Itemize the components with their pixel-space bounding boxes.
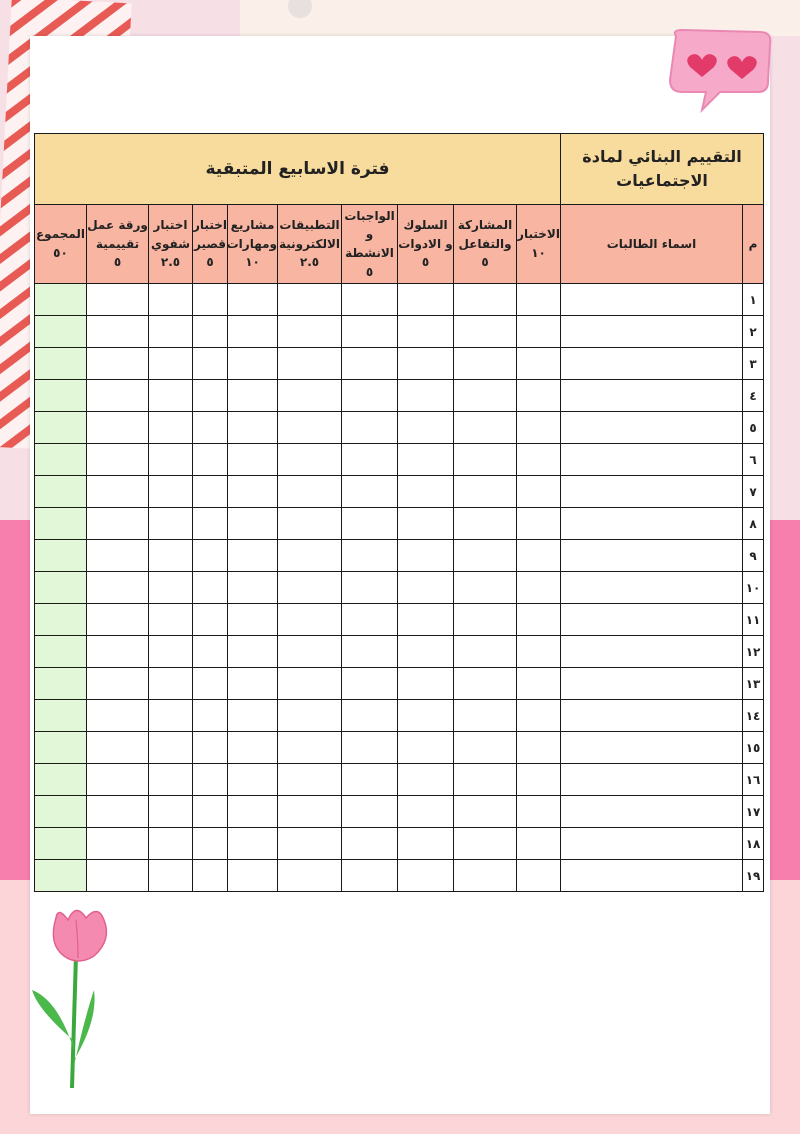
grade-cell-participation[interactable] bbox=[454, 604, 517, 636]
grade-cell-projects[interactable] bbox=[228, 764, 278, 796]
grade-cell-exam[interactable] bbox=[517, 348, 561, 380]
grade-cell-exam[interactable] bbox=[517, 732, 561, 764]
row-number: ١٣ bbox=[743, 668, 764, 700]
grade-cell-short_quiz[interactable] bbox=[193, 700, 228, 732]
grade-cell-oral[interactable] bbox=[149, 572, 193, 604]
table-row bbox=[35, 572, 764, 604]
row-number: ٥ bbox=[743, 412, 764, 444]
col-header-oral: اختبار شفوي ٢.٥ bbox=[149, 205, 193, 284]
row-number: ٩ bbox=[743, 540, 764, 572]
pink-heart-speech-bubble-icon bbox=[662, 26, 782, 116]
grade-cell-homework[interactable] bbox=[342, 572, 398, 604]
grade-cell-names[interactable] bbox=[561, 540, 743, 572]
grade-cell-homework[interactable] bbox=[342, 700, 398, 732]
grade-cell-worksheet[interactable] bbox=[87, 284, 149, 316]
row-number: ١ bbox=[743, 284, 764, 316]
grade-cell-homework[interactable] bbox=[342, 380, 398, 412]
grade-cell-behavior[interactable] bbox=[398, 412, 454, 444]
row-number: ٣ bbox=[743, 348, 764, 380]
grade-cell-exam[interactable] bbox=[517, 828, 561, 860]
grade-cell-homework[interactable] bbox=[342, 348, 398, 380]
grade-cell-exam[interactable] bbox=[517, 796, 561, 828]
grade-cell-eapps[interactable] bbox=[278, 796, 342, 828]
grade-cell-short_quiz[interactable] bbox=[193, 604, 228, 636]
grade-cell-participation[interactable] bbox=[454, 476, 517, 508]
col-header-short-quiz: اختبار قصير ٥ bbox=[193, 205, 228, 284]
grade-cell-total[interactable] bbox=[35, 604, 87, 636]
grade-cell-names[interactable] bbox=[561, 828, 743, 860]
grade-cell-participation[interactable] bbox=[454, 284, 517, 316]
grade-cell-worksheet[interactable] bbox=[87, 444, 149, 476]
row-number: ٧ bbox=[743, 476, 764, 508]
grade-cell-homework[interactable] bbox=[342, 796, 398, 828]
max-score: ٢.٥ bbox=[299, 255, 320, 270]
grade-cell-projects[interactable] bbox=[228, 572, 278, 604]
grade-cell-projects[interactable] bbox=[228, 284, 278, 316]
grade-cell-projects[interactable] bbox=[228, 796, 278, 828]
grade-cell-homework[interactable] bbox=[342, 732, 398, 764]
grade-cell-oral[interactable] bbox=[149, 316, 193, 348]
grade-cell-oral[interactable] bbox=[149, 476, 193, 508]
grade-cell-total[interactable] bbox=[35, 476, 87, 508]
grade-cell-projects[interactable] bbox=[228, 540, 278, 572]
row-number: ٨ bbox=[743, 508, 764, 540]
column-header-row bbox=[35, 205, 764, 284]
table-row bbox=[35, 540, 764, 572]
grade-cell-participation[interactable] bbox=[454, 796, 517, 828]
grade-cell-eapps[interactable] bbox=[278, 764, 342, 796]
grade-cell-oral[interactable] bbox=[149, 764, 193, 796]
grade-cell-behavior[interactable] bbox=[398, 348, 454, 380]
grade-cell-projects[interactable] bbox=[228, 444, 278, 476]
grade-cell-homework[interactable] bbox=[342, 284, 398, 316]
grade-cell-projects[interactable] bbox=[228, 508, 278, 540]
table-row bbox=[35, 796, 764, 828]
grade-cell-names[interactable] bbox=[561, 316, 743, 348]
grade-cell-participation[interactable] bbox=[454, 636, 517, 668]
grade-cell-homework[interactable] bbox=[342, 444, 398, 476]
grade-cell-worksheet[interactable] bbox=[87, 700, 149, 732]
grade-cell-homework[interactable] bbox=[342, 828, 398, 860]
grade-cell-oral[interactable] bbox=[149, 284, 193, 316]
grade-cell-total[interactable] bbox=[35, 540, 87, 572]
grade-cell-projects[interactable] bbox=[228, 860, 278, 892]
grade-cell-names[interactable] bbox=[561, 380, 743, 412]
grade-cell-total[interactable] bbox=[35, 508, 87, 540]
grade-cell-projects[interactable] bbox=[228, 380, 278, 412]
title-row bbox=[35, 134, 764, 205]
grade-cell-exam[interactable] bbox=[517, 476, 561, 508]
grade-cell-total[interactable] bbox=[35, 860, 87, 892]
grade-cell-total[interactable] bbox=[35, 764, 87, 796]
grade-cell-total[interactable] bbox=[35, 284, 87, 316]
grade-cell-worksheet[interactable] bbox=[87, 348, 149, 380]
grade-cell-oral[interactable] bbox=[149, 828, 193, 860]
grade-cell-participation[interactable] bbox=[454, 348, 517, 380]
grade-cell-short_quiz[interactable] bbox=[193, 316, 228, 348]
grade-cell-exam[interactable] bbox=[517, 380, 561, 412]
grade-cell-oral[interactable] bbox=[149, 796, 193, 828]
grade-cell-names[interactable] bbox=[561, 348, 743, 380]
grade-cell-behavior[interactable] bbox=[398, 668, 454, 700]
row-number: ١٤ bbox=[743, 700, 764, 732]
grade-cell-total[interactable] bbox=[35, 636, 87, 668]
grade-cell-worksheet[interactable] bbox=[87, 412, 149, 444]
col-header-total: المجموع ٥٠ bbox=[35, 205, 87, 284]
grade-cell-short_quiz[interactable] bbox=[193, 572, 228, 604]
grade-cell-projects[interactable] bbox=[228, 732, 278, 764]
table-row bbox=[35, 700, 764, 732]
table-row bbox=[35, 828, 764, 860]
col-header-behavior: السلوك و الادوات ٥ bbox=[398, 205, 454, 284]
grade-cell-homework[interactable] bbox=[342, 412, 398, 444]
table-title: التقييم البنائي لمادة الاجتماعيات bbox=[561, 134, 764, 205]
col-header-exam: الاختبار ١٠ bbox=[517, 205, 561, 284]
grade-cell-participation[interactable] bbox=[454, 380, 517, 412]
grade-cell-total[interactable] bbox=[35, 732, 87, 764]
grade-cell-homework[interactable] bbox=[342, 540, 398, 572]
grade-cell-eapps[interactable] bbox=[278, 508, 342, 540]
grade-cell-exam[interactable] bbox=[517, 412, 561, 444]
grade-cell-behavior[interactable] bbox=[398, 380, 454, 412]
grade-cell-exam[interactable] bbox=[517, 572, 561, 604]
grade-cell-participation[interactable] bbox=[454, 668, 517, 700]
grade-cell-projects[interactable] bbox=[228, 348, 278, 380]
table-row bbox=[35, 604, 764, 636]
row-number: ١٢ bbox=[743, 636, 764, 668]
grade-cell-eapps[interactable] bbox=[278, 316, 342, 348]
grade-cell-worksheet[interactable] bbox=[87, 508, 149, 540]
grade-cell-exam[interactable] bbox=[517, 700, 561, 732]
grade-cell-participation[interactable] bbox=[454, 316, 517, 348]
grade-cell-worksheet[interactable] bbox=[87, 316, 149, 348]
col-header-names: اسماء الطالبات bbox=[561, 205, 743, 284]
row-number: ١٧ bbox=[743, 796, 764, 828]
grade-cell-exam[interactable] bbox=[517, 284, 561, 316]
grade-cell-exam[interactable] bbox=[517, 668, 561, 700]
table-row bbox=[35, 476, 764, 508]
grade-cell-homework[interactable] bbox=[342, 316, 398, 348]
grade-cell-homework[interactable] bbox=[342, 508, 398, 540]
grade-cell-eapps[interactable] bbox=[278, 380, 342, 412]
grade-cell-behavior[interactable] bbox=[398, 476, 454, 508]
col-header-projects: مشاريع ومهارات ١٠ bbox=[228, 205, 278, 284]
grade-cell-oral[interactable] bbox=[149, 604, 193, 636]
grade-cell-behavior[interactable] bbox=[398, 860, 454, 892]
grade-cell-names[interactable] bbox=[561, 668, 743, 700]
grade-cell-short_quiz[interactable] bbox=[193, 284, 228, 316]
grade-cell-names[interactable] bbox=[561, 700, 743, 732]
grade-cell-total[interactable] bbox=[35, 444, 87, 476]
grade-cell-projects[interactable] bbox=[228, 828, 278, 860]
grade-cell-total[interactable] bbox=[35, 412, 87, 444]
grade-cell-names[interactable] bbox=[561, 732, 743, 764]
grade-cell-oral[interactable] bbox=[149, 860, 193, 892]
table-row bbox=[35, 732, 764, 764]
grade-cell-behavior[interactable] bbox=[398, 572, 454, 604]
grade-cell-homework[interactable] bbox=[342, 636, 398, 668]
grade-cell-behavior[interactable] bbox=[398, 764, 454, 796]
row-number: ١٥ bbox=[743, 732, 764, 764]
row-number: ١٩ bbox=[743, 860, 764, 892]
grade-cell-participation[interactable] bbox=[454, 540, 517, 572]
row-number: ١٠ bbox=[743, 572, 764, 604]
grade-cell-total[interactable] bbox=[35, 828, 87, 860]
grade-cell-behavior[interactable] bbox=[398, 828, 454, 860]
grade-cell-short_quiz[interactable] bbox=[193, 636, 228, 668]
grade-cell-names[interactable] bbox=[561, 444, 743, 476]
grade-cell-exam[interactable] bbox=[517, 444, 561, 476]
max-score: ٥ bbox=[365, 264, 374, 279]
grade-cell-participation[interactable] bbox=[454, 508, 517, 540]
grade-cell-total[interactable] bbox=[35, 348, 87, 380]
table-row bbox=[35, 860, 764, 892]
table-row bbox=[35, 444, 764, 476]
grade-cell-worksheet[interactable] bbox=[87, 380, 149, 412]
grade-cell-exam[interactable] bbox=[517, 764, 561, 796]
grade-cell-eapps[interactable] bbox=[278, 444, 342, 476]
grade-cell-eapps[interactable] bbox=[278, 668, 342, 700]
grade-cell-projects[interactable] bbox=[228, 476, 278, 508]
grade-cell-total[interactable] bbox=[35, 700, 87, 732]
row-number: ٢ bbox=[743, 316, 764, 348]
grade-cell-oral[interactable] bbox=[149, 636, 193, 668]
grade-cell-short_quiz[interactable] bbox=[193, 412, 228, 444]
grade-cell-eapps[interactable] bbox=[278, 412, 342, 444]
grade-cell-worksheet[interactable] bbox=[87, 540, 149, 572]
grade-cell-total[interactable] bbox=[35, 316, 87, 348]
grade-cell-behavior[interactable] bbox=[398, 636, 454, 668]
grade-cell-exam[interactable] bbox=[517, 604, 561, 636]
grade-cell-worksheet[interactable] bbox=[87, 668, 149, 700]
grade-cell-participation[interactable] bbox=[454, 700, 517, 732]
grade-cell-exam[interactable] bbox=[517, 860, 561, 892]
grade-cell-projects[interactable] bbox=[228, 604, 278, 636]
table-row bbox=[35, 284, 764, 316]
table-row bbox=[35, 412, 764, 444]
grade-cell-homework[interactable] bbox=[342, 860, 398, 892]
grade-cell-homework[interactable] bbox=[342, 604, 398, 636]
grade-cell-exam[interactable] bbox=[517, 636, 561, 668]
grade-cell-short_quiz[interactable] bbox=[193, 348, 228, 380]
grade-cell-names[interactable] bbox=[561, 860, 743, 892]
grade-cell-behavior[interactable] bbox=[398, 700, 454, 732]
grade-cell-short_quiz[interactable] bbox=[193, 732, 228, 764]
grade-cell-eapps[interactable] bbox=[278, 476, 342, 508]
grade-cell-short_quiz[interactable] bbox=[193, 508, 228, 540]
max-score: ٥ bbox=[421, 255, 430, 270]
grade-cell-oral[interactable] bbox=[149, 540, 193, 572]
grade-cell-participation[interactable] bbox=[454, 444, 517, 476]
grade-cell-participation[interactable] bbox=[454, 572, 517, 604]
grade-cell-worksheet[interactable] bbox=[87, 764, 149, 796]
grade-cell-behavior[interactable] bbox=[398, 604, 454, 636]
grade-cell-worksheet[interactable] bbox=[87, 572, 149, 604]
pink-tulip-flower-icon bbox=[28, 900, 128, 1095]
grade-cell-names[interactable] bbox=[561, 572, 743, 604]
grade-cell-names[interactable] bbox=[561, 636, 743, 668]
grade-table bbox=[34, 133, 764, 892]
grade-cell-projects[interactable] bbox=[228, 636, 278, 668]
grade-cell-worksheet[interactable] bbox=[87, 796, 149, 828]
grade-cell-names[interactable] bbox=[561, 764, 743, 796]
grade-cell-eapps[interactable] bbox=[278, 828, 342, 860]
grade-cell-short_quiz[interactable] bbox=[193, 380, 228, 412]
grade-cell-oral[interactable] bbox=[149, 348, 193, 380]
grade-cell-projects[interactable] bbox=[228, 412, 278, 444]
grade-cell-behavior[interactable] bbox=[398, 508, 454, 540]
period-title: فترة الاسابيع المتبقية bbox=[35, 134, 561, 205]
row-number: ١٦ bbox=[743, 764, 764, 796]
grade-cell-total[interactable] bbox=[35, 668, 87, 700]
grade-cell-exam[interactable] bbox=[517, 316, 561, 348]
grade-cell-eapps[interactable] bbox=[278, 572, 342, 604]
grade-cell-oral[interactable] bbox=[149, 508, 193, 540]
row-number: ١٨ bbox=[743, 828, 764, 860]
grade-cell-short_quiz[interactable] bbox=[193, 796, 228, 828]
row-number: ١١ bbox=[743, 604, 764, 636]
grade-cell-total[interactable] bbox=[35, 796, 87, 828]
grade-cell-worksheet[interactable] bbox=[87, 636, 149, 668]
row-number: ٤ bbox=[743, 380, 764, 412]
grade-cell-participation[interactable] bbox=[454, 764, 517, 796]
grade-cell-worksheet[interactable] bbox=[87, 860, 149, 892]
grade-cell-oral[interactable] bbox=[149, 668, 193, 700]
grade-cell-eapps[interactable] bbox=[278, 348, 342, 380]
grade-cell-oral[interactable] bbox=[149, 412, 193, 444]
grade-cell-oral[interactable] bbox=[149, 380, 193, 412]
grade-cell-behavior[interactable] bbox=[398, 732, 454, 764]
max-score: ١٠ bbox=[531, 246, 546, 260]
grade-cell-behavior[interactable] bbox=[398, 444, 454, 476]
max-score: ٥٠ bbox=[53, 246, 68, 260]
grade-cell-total[interactable] bbox=[35, 572, 87, 604]
col-header-homework: الواجبات و الانشطة ٥ bbox=[342, 205, 398, 284]
max-score: ٢.٥ bbox=[160, 255, 181, 270]
grade-cell-behavior[interactable] bbox=[398, 540, 454, 572]
grade-cell-eapps[interactable] bbox=[278, 604, 342, 636]
max-score: ٥ bbox=[206, 255, 214, 270]
table-row bbox=[35, 636, 764, 668]
grade-cell-total[interactable] bbox=[35, 380, 87, 412]
grade-cell-homework[interactable] bbox=[342, 764, 398, 796]
grade-cell-eapps[interactable] bbox=[278, 284, 342, 316]
grade-cell-worksheet[interactable] bbox=[87, 604, 149, 636]
col-header-participation: المشاركة والتفاعل ٥ bbox=[454, 205, 517, 284]
grade-cell-worksheet[interactable] bbox=[87, 476, 149, 508]
grade-cell-names[interactable] bbox=[561, 508, 743, 540]
table-row bbox=[35, 668, 764, 700]
grade-cell-names[interactable] bbox=[561, 604, 743, 636]
col-header-worksheet: ورقة عمل تقييمية ٥ bbox=[87, 205, 149, 284]
grade-cell-participation[interactable] bbox=[454, 732, 517, 764]
max-score: ١٠ bbox=[245, 255, 260, 270]
grade-cell-names[interactable] bbox=[561, 412, 743, 444]
grade-cell-short_quiz[interactable] bbox=[193, 540, 228, 572]
grade-cell-short_quiz[interactable] bbox=[193, 828, 228, 860]
grade-cell-oral[interactable] bbox=[149, 700, 193, 732]
grade-cell-names[interactable] bbox=[561, 476, 743, 508]
grade-cell-oral[interactable] bbox=[149, 444, 193, 476]
grade-cell-participation[interactable] bbox=[454, 828, 517, 860]
grade-cell-names[interactable] bbox=[561, 796, 743, 828]
grade-cell-short_quiz[interactable] bbox=[193, 444, 228, 476]
grade-cell-names[interactable] bbox=[561, 284, 743, 316]
grade-cell-worksheet[interactable] bbox=[87, 828, 149, 860]
grade-cell-short_quiz[interactable] bbox=[193, 476, 228, 508]
max-score: ٥ bbox=[481, 255, 489, 270]
grade-cell-exam[interactable] bbox=[517, 508, 561, 540]
grade-cell-behavior[interactable] bbox=[398, 316, 454, 348]
grade-cell-participation[interactable] bbox=[454, 412, 517, 444]
col-header-eapps: التطبيقات الالكترونية ٢.٥ bbox=[278, 205, 342, 284]
grade-cell-projects[interactable] bbox=[228, 700, 278, 732]
grade-cell-exam[interactable] bbox=[517, 540, 561, 572]
grade-cell-eapps[interactable] bbox=[278, 636, 342, 668]
grade-cell-eapps[interactable] bbox=[278, 700, 342, 732]
grade-cell-worksheet[interactable] bbox=[87, 732, 149, 764]
grade-cell-oral[interactable] bbox=[149, 732, 193, 764]
grade-cell-eapps[interactable] bbox=[278, 732, 342, 764]
table-row bbox=[35, 348, 764, 380]
grade-cell-short_quiz[interactable] bbox=[193, 764, 228, 796]
grade-cell-projects[interactable] bbox=[228, 316, 278, 348]
table-row bbox=[35, 764, 764, 796]
grade-cell-eapps[interactable] bbox=[278, 540, 342, 572]
grade-cell-homework[interactable] bbox=[342, 476, 398, 508]
grade-cell-participation[interactable] bbox=[454, 860, 517, 892]
grade-cell-projects[interactable] bbox=[228, 668, 278, 700]
grade-cell-short_quiz[interactable] bbox=[193, 668, 228, 700]
grade-cell-eapps[interactable] bbox=[278, 860, 342, 892]
table-row bbox=[35, 380, 764, 412]
grade-cell-behavior[interactable] bbox=[398, 284, 454, 316]
grade-cell-short_quiz[interactable] bbox=[193, 860, 228, 892]
row-number: ٦ bbox=[743, 444, 764, 476]
col-header-index: م bbox=[743, 205, 764, 284]
grade-cell-homework[interactable] bbox=[342, 668, 398, 700]
student-rows bbox=[35, 284, 764, 892]
grade-cell-behavior[interactable] bbox=[398, 796, 454, 828]
table-row bbox=[35, 508, 764, 540]
table-row bbox=[35, 316, 764, 348]
max-score: ٥ bbox=[113, 255, 122, 270]
